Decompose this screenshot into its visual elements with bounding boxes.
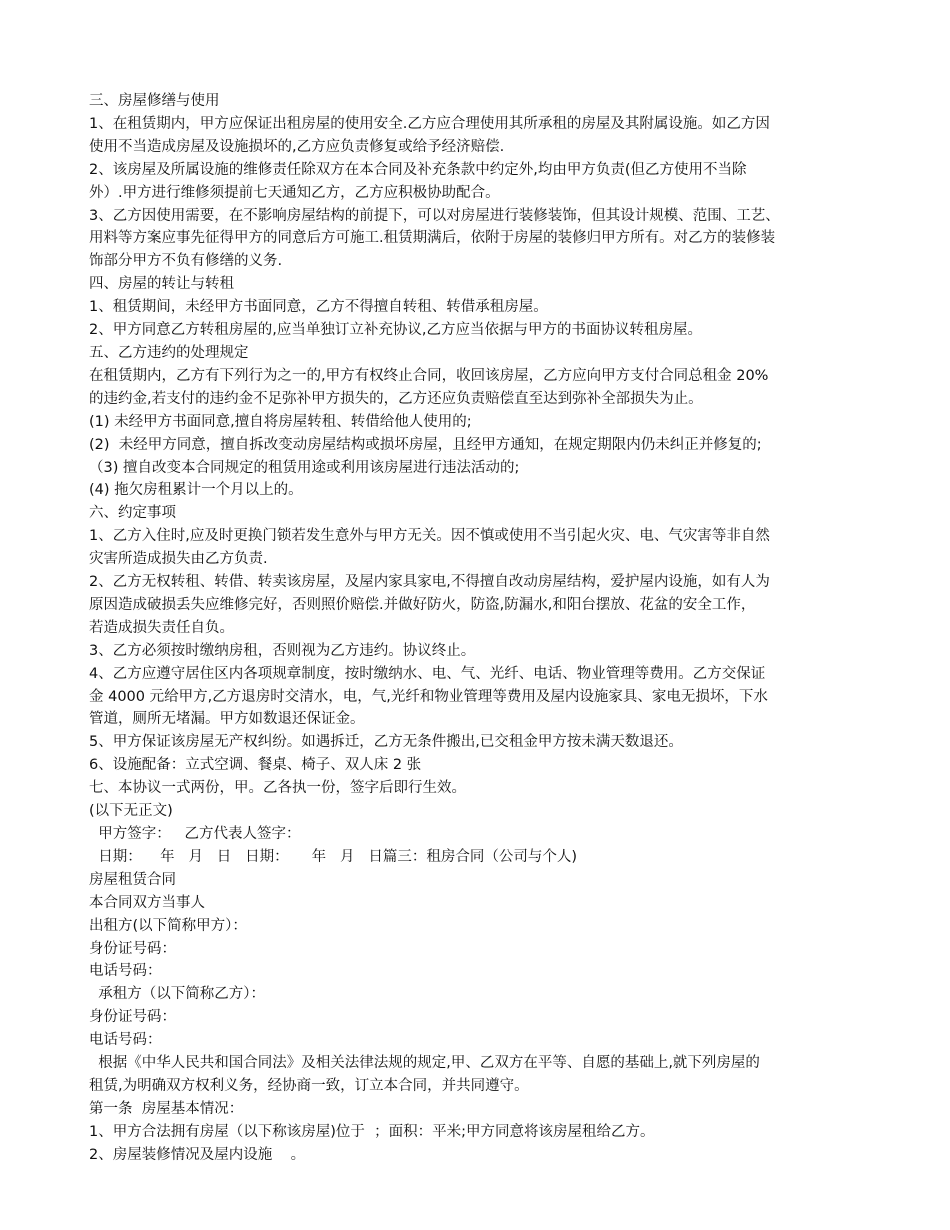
section-heading-3: 三、房屋修缮与使用 xyxy=(89,93,220,109)
text-line: （3) 擅自改变本合同规定的租赁用途或利用该房屋进行违法活动的; xyxy=(89,459,520,476)
text-line: 2、甲方同意乙方转租房屋的,应当单独订立补充协议,乙方应当依据与甲方的书面协议转租房屋。 xyxy=(89,322,702,339)
text-line: 1、在租赁期内，甲方应保证出租房屋的使用安全.乙方应合理使用其所承租的房屋及其附属设施。如乙方因 xyxy=(89,115,770,132)
section-heading-4: 四、房屋的转让与转租 xyxy=(89,276,234,293)
text-line: 金 4000 元给甲方,乙方退房时交清水，电，气,光纤和物业管理等费用及屋内设施家具、家电无损坏，下水 xyxy=(89,688,768,705)
text-line: (1) 未经甲方书面同意,擅自将房屋转租、转借给他人使用的; xyxy=(89,413,472,430)
text-line: 饰部分甲方不负有修缮的义务. xyxy=(89,253,283,270)
text-line: 1、甲方合法拥有房屋（以下称该房屋)位于 ；面积：平米;甲方同意将该房屋租给乙方。 xyxy=(89,1123,655,1140)
text-line: 承租方（以下简称乙方）： xyxy=(89,986,265,1003)
text-line: 根据《中华人民共和国合同法》及相关法律法规的规定,甲、乙双方在平等、自愿的基础上,就下列房屋的 xyxy=(89,1055,760,1072)
text-line: 在租赁期内，乙方有下列行为之一的,甲方有权终止合同，收回该房屋，乙方应向甲方支付合同总租金 20% xyxy=(89,367,769,384)
date-line: 日期： 年 月 日 日期： 年 月 日篇三：租房合同（公司与个人) xyxy=(89,848,577,865)
text-line: (以下无正文) xyxy=(89,803,173,820)
text-line: (2) 未经甲方同意，擅自拆改变动房屋结构或损坏房屋，且经甲方通知，在规定期限内仍未纠正并修复的; xyxy=(89,436,762,453)
text-line: 本合同双方当事人 xyxy=(89,894,205,911)
text-line: 的违约金,若支付的违约金不足弥补甲方损失的，乙方还应负责赔偿直至达到弥补全部损失为止。 xyxy=(89,390,703,407)
text-line: 2、该房屋及所属设施的维修责任除双方在本合同及补充条款中约定外,均由甲方负责(但乙方使用不当除 xyxy=(89,161,747,178)
text-line: 电话号码： xyxy=(89,963,162,980)
text-line: 3、乙方必须按时缴纳房租，否则视为乙方违约。协议终止。 xyxy=(89,642,476,659)
text-line: 电话号码： xyxy=(89,1032,162,1049)
section-heading-5: 五、乙方违约的处理规定 xyxy=(89,344,249,361)
text-line: 2、乙方无权转租、转借、转卖该房屋，及屋内家具家电,不得擅自改动房屋结构，爱护屋内设施，如有人为 xyxy=(89,574,770,591)
text-line: 身份证号码： xyxy=(89,940,176,957)
article-heading: 第一条 房屋基本情况： xyxy=(89,1100,244,1117)
text-line: 使用不当造成房屋及设施损坏的,乙方应负责修复或给予经济赔偿. xyxy=(89,138,505,155)
text-line: 外）.甲方进行维修须提前七天通知乙方，乙方应积极协助配合。 xyxy=(89,184,500,201)
section-heading-7: 七、本协议一式两份，甲。乙各执一份，签字后即行生效。 xyxy=(89,780,466,797)
text-line: 4、乙方应遵守居住区内各项规章制度，按时缴纳水、电、气、光纤、电话、物业管理等费用。乙方交保证 xyxy=(89,665,766,682)
contract-title: 房屋租赁合同 xyxy=(89,871,176,888)
text-line: (4) 拖欠房租累计一个月以上的。 xyxy=(89,482,303,499)
text-line: 原因造成破损丢失应维修完好，否则照价赔偿.并做好防火，防盗,防漏水,和阳台摆放、花盆的安全工作， xyxy=(89,596,756,613)
document-page xyxy=(89,90,869,1167)
text-line: 1、乙方入住时,应及时更换门锁若发生意外与甲方无关。因不慎或使用不当引起火灾、电、气灾害等非自然 xyxy=(89,528,770,545)
text-line: 2、房屋装修情况及屋内设施 。 xyxy=(89,1146,306,1163)
text-line: 身份证号码： xyxy=(89,1009,176,1026)
text-line: 管道，厕所无堵漏。甲方如数退还保证金。 xyxy=(89,711,365,728)
text-line: 6、设施配备：立式空调、餐桌、椅子、双人床 2 张 xyxy=(89,757,422,774)
text-line: 5、甲方保证该房屋无产权纠纷。如遇拆迁，乙方无条件搬出,已交租金甲方按未满天数退还。 xyxy=(89,734,683,751)
text-line: 若造成损失责任自负。 xyxy=(89,619,234,636)
text-line: 租赁,为明确双方权利义务，经协商一致，订立本合同，并共同遵守。 xyxy=(89,1077,529,1094)
text-line: 用料等方案应事先征得甲方的同意后方可施工.租赁期满后，依附于房屋的装修归甲方所有。对乙方的装修装 xyxy=(89,230,776,247)
section-heading-6: 六、约定事项 xyxy=(89,505,176,522)
text-line: 灾害所造成损失由乙方负责. xyxy=(89,551,268,568)
text-line: 1、租赁期间，未经甲方书面同意，乙方不得擅自转租、转借承租房屋。 xyxy=(89,299,548,316)
text-line: 3、乙方因使用需要，在不影响房屋结构的前提下，可以对房屋进行装修装饰，但其设计规模、范围、工艺、 xyxy=(89,207,780,224)
text-line: 出租方(以下简称甲方）： xyxy=(89,917,247,934)
signature-line: 甲方签字： 乙方代表人签字： xyxy=(89,826,301,842)
